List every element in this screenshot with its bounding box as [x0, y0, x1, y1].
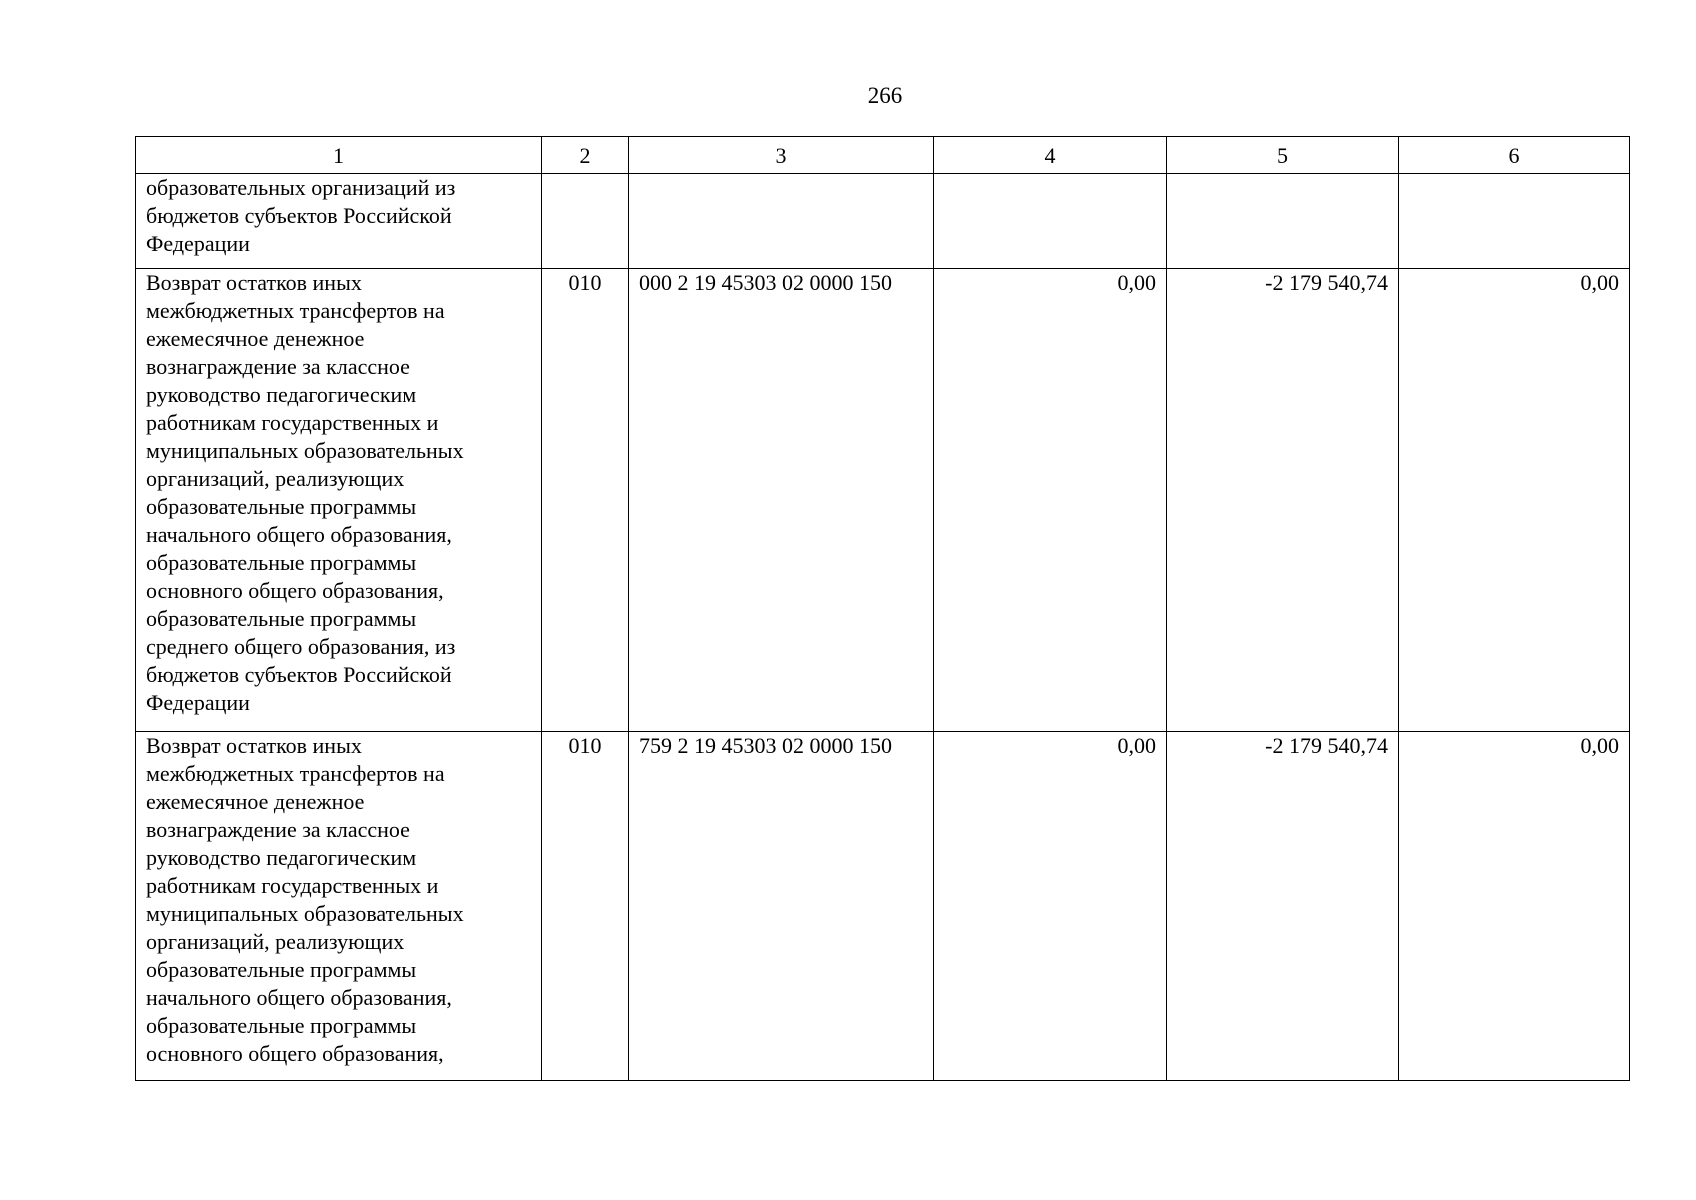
header-col-6: 6: [1399, 137, 1630, 174]
name-line: вознаграждение за классное: [146, 817, 410, 842]
name-line: бюджетов субъектов Российской: [146, 203, 452, 228]
row-col5-cell: [1167, 174, 1399, 269]
row-col4-cell: 0,00: [934, 732, 1167, 1081]
row-kbk-cell: [629, 174, 934, 269]
row-col6-cell: 0,00: [1399, 732, 1630, 1081]
header-col-3: 3: [629, 137, 934, 174]
name-line: организаций, реализующих: [146, 466, 405, 491]
row-col5-cell: -2 179 540,74: [1167, 269, 1399, 732]
name-line: работникам государственных и: [146, 873, 439, 898]
name-line: межбюджетных трансфертов на: [146, 761, 445, 786]
table-header-row: [136, 137, 1630, 174]
name-line: ежемесячное денежное: [146, 326, 365, 351]
name-line: начального общего образования,: [146, 985, 452, 1010]
name-line: Возврат остатков иных: [146, 733, 362, 758]
header-col-4: 4: [934, 137, 1167, 174]
name-line: образовательные программы: [146, 494, 417, 519]
table-row: [136, 269, 1630, 732]
name-line: муниципальных образовательных: [146, 438, 464, 463]
name-line: Федерации: [146, 690, 250, 715]
name-line: руководство педагогическим: [146, 845, 417, 870]
name-line: образовательных организаций из: [146, 175, 456, 200]
name-line: образовательные программы: [146, 957, 417, 982]
budget-table: [135, 136, 1630, 1081]
name-line: образовательные программы: [146, 606, 417, 631]
row-col6-cell: 0,00: [1399, 269, 1630, 732]
name-line: работникам государственных и: [146, 410, 439, 435]
name-line: Федерации: [146, 231, 250, 256]
name-line: руководство педагогическим: [146, 382, 417, 407]
name-line: вознаграждение за классное: [146, 354, 410, 379]
row-code-cell: [542, 174, 629, 269]
name-line: основного общего образования,: [146, 1041, 444, 1066]
name-line: основного общего образования,: [146, 578, 444, 603]
header-col-1: 1: [136, 137, 542, 174]
row-col4-cell: 0,00: [934, 269, 1167, 732]
table-row: [136, 732, 1630, 1081]
row-code-cell: 010: [542, 269, 629, 732]
header-col-2: 2: [542, 137, 629, 174]
row-col6-cell: [1399, 174, 1630, 269]
row-kbk-cell: 000 2 19 45303 02 0000 150: [629, 269, 934, 732]
row-col5-cell: -2 179 540,74: [1167, 732, 1399, 1081]
row-name-cell: [136, 732, 542, 1081]
page-number: 266: [867, 83, 903, 108]
name-line: начального общего образования,: [146, 522, 452, 547]
row-col4-cell: [934, 174, 1167, 269]
row-name-cell: [136, 269, 542, 732]
header-col-5: 5: [1167, 137, 1399, 174]
name-line: среднего общего образования, из: [146, 634, 456, 659]
name-line: бюджетов субъектов Российской: [146, 662, 452, 687]
row-name-cell: [136, 174, 542, 269]
row-kbk-cell: 759 2 19 45303 02 0000 150: [629, 732, 934, 1081]
name-line: образовательные программы: [146, 1013, 417, 1038]
name-line: ежемесячное денежное: [146, 789, 365, 814]
table-row: [136, 174, 1630, 269]
name-line: организаций, реализующих: [146, 929, 405, 954]
name-line: образовательные программы: [146, 550, 417, 575]
name-line: муниципальных образовательных: [146, 901, 464, 926]
name-line: Возврат остатков иных: [146, 270, 362, 295]
name-line: межбюджетных трансфертов на: [146, 298, 445, 323]
row-code-cell: 010: [542, 732, 629, 1081]
